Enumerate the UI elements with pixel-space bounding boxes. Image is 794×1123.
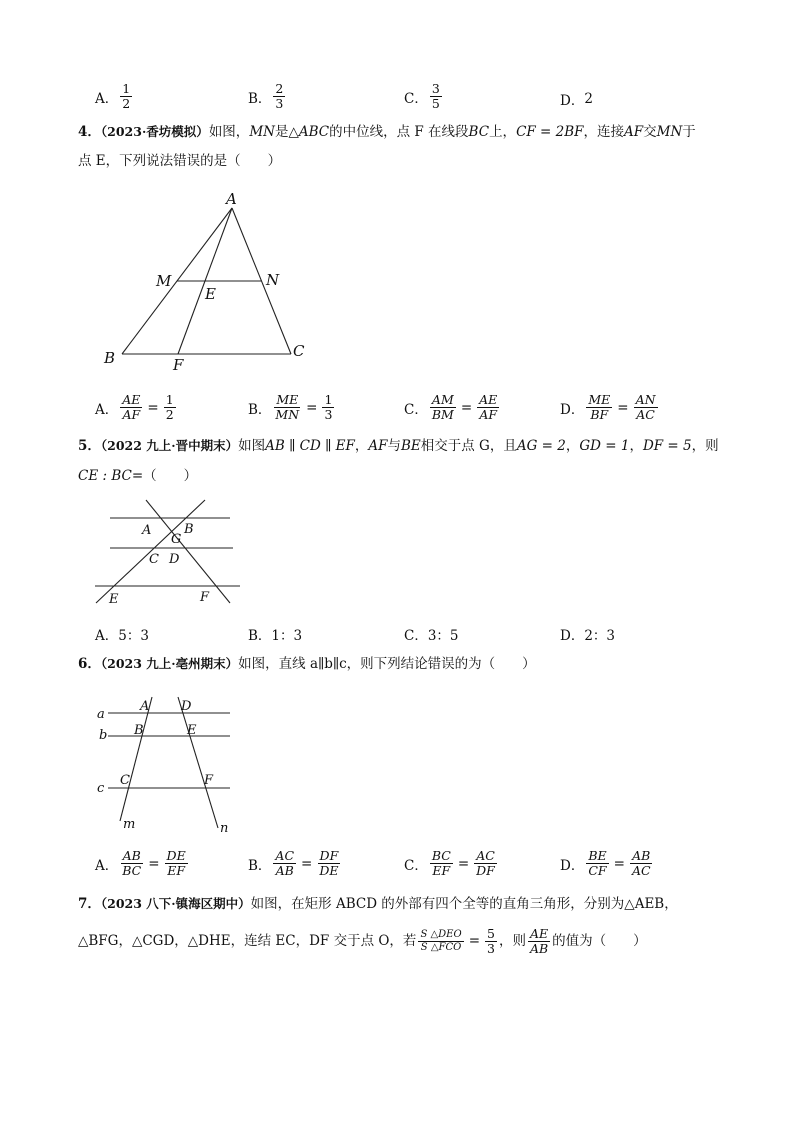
stem-text: 与 (387, 438, 401, 454)
stem-text: 的中位线，点 F 在线段 (329, 124, 469, 140)
fraction-numerator: 1 (324, 392, 333, 407)
fraction (586, 849, 608, 878)
fraction-denominator: AF (479, 407, 498, 422)
stem-text: ， (565, 438, 580, 454)
q6-figure-parallel-lines (90, 693, 240, 838)
q5-option-b (248, 624, 302, 644)
math: MN (656, 124, 683, 140)
option-text: 3：5 (427, 628, 459, 644)
fraction-denominator: 3 (275, 96, 284, 111)
q4-stem-line2: 点 E，下列说法错误的是（ ） (78, 153, 282, 169)
math: △ABC (288, 124, 330, 140)
label-b-line: b (99, 728, 108, 743)
q3-option-a (95, 82, 134, 111)
fraction-numerator: BC (431, 848, 451, 863)
fraction-numerator: AM (431, 392, 454, 407)
label-m: m (123, 817, 136, 832)
fraction-denominator: 2 (122, 96, 131, 111)
question-number: 7． (78, 896, 101, 912)
fraction (430, 393, 456, 422)
q3-option-d (560, 89, 593, 109)
label-c: C (149, 552, 159, 567)
fraction-denominator: BC (122, 863, 142, 878)
option-label: B． (248, 628, 272, 644)
fraction-denominator: BM (431, 407, 454, 422)
math: CF = 2BF (516, 124, 584, 140)
q6-stem-line1 (78, 654, 536, 674)
fraction-numerator: S △DEO (420, 928, 462, 940)
q7-stem-line1 (78, 894, 678, 914)
math: AG = 2 (516, 438, 566, 454)
option-label: A． (95, 628, 119, 644)
q5-option-c (404, 624, 459, 644)
fraction-numerator: 3 (431, 81, 440, 96)
fraction-numerator: AB (122, 848, 141, 863)
fraction-denominator: EF (167, 863, 186, 878)
label-b: B (134, 723, 144, 738)
q3-option-c (404, 82, 444, 111)
fraction (430, 849, 453, 878)
label-f: F (204, 773, 214, 788)
fraction-denominator: AB (275, 863, 294, 878)
fraction-numerator: 5 (487, 925, 495, 941)
stem-text: 如图， (208, 124, 250, 140)
fraction (273, 849, 296, 878)
label-e: E (187, 723, 197, 738)
label-g: G (171, 532, 182, 547)
question-source: （2023 九上·亳州期末） (100, 656, 239, 671)
option-label: D． (560, 857, 585, 874)
option-text: 2 (584, 91, 593, 107)
stem-text: 如图，直线 a∥b∥c，则下列结论错误的为（ ） (238, 656, 536, 672)
fraction-denominator: BF (590, 407, 609, 422)
fraction (273, 393, 301, 422)
q5-option-a (95, 624, 149, 644)
fraction-denominator: S △FCO (420, 941, 462, 953)
fraction-denominator: DF (476, 863, 495, 878)
fraction (474, 849, 497, 878)
q5-stem-line2 (78, 466, 197, 486)
fraction (317, 849, 340, 878)
fraction-numerator: ME (276, 392, 299, 407)
fraction-numerator: 2 (275, 81, 284, 96)
fraction (120, 849, 143, 878)
option-label: A． (95, 90, 119, 107)
label-f: F (173, 356, 184, 374)
fraction-denominator: MN (275, 407, 300, 422)
q6-option-b: B． $\frac{AC}{AB}$ = $\frac{DF}{DE}$ (248, 848, 339, 878)
fraction-denominator: AF (122, 407, 141, 422)
math: DF = 5 (642, 438, 692, 454)
option-text: 5：3 (118, 628, 149, 644)
label-d: D (181, 699, 192, 714)
q6-option-a: A． $\frac{AB}{BC}$ = $\frac{DE}{EF}$ (95, 848, 186, 878)
option-label: C． (404, 90, 428, 107)
stem-text: ，连接 (583, 124, 625, 140)
label-c-line: c (97, 781, 105, 796)
fraction-denominator: AB (529, 940, 549, 956)
label-c: C (120, 773, 130, 788)
math: CE : BC (78, 468, 132, 484)
fraction-denominator: 2 (165, 407, 174, 422)
q3-option-b (248, 82, 287, 111)
q6-option-d: D． $\frac{BE}{CF}$ = $\frac{AB}{AC}$ (560, 848, 651, 878)
math: AB ∥ CD ∥ EF (265, 438, 355, 454)
math: MN (249, 124, 275, 140)
label-n: n (220, 821, 229, 836)
label-b: B (184, 522, 194, 537)
option-label: B． (248, 401, 272, 418)
label-e: E (205, 285, 216, 303)
stem-text: 于 (682, 124, 696, 140)
fraction-numerator: AB (632, 848, 651, 863)
fraction-denominator: AC (631, 863, 651, 878)
question-number: 6． (78, 656, 101, 672)
stem-text: ，则 (691, 438, 719, 454)
fraction-numerator: AE (122, 392, 141, 407)
label-a: A (226, 190, 237, 208)
stem-text: 如图 (238, 438, 266, 454)
math: AF (624, 124, 644, 140)
q5-stem-line1 (78, 436, 719, 456)
option-text: 2：3 (584, 628, 616, 644)
option-label: D． (560, 93, 585, 109)
option-label: B． (248, 857, 272, 874)
fraction-numerator: AE (479, 392, 498, 407)
option-label: A． (95, 857, 119, 874)
fraction-numerator: AC (476, 848, 495, 863)
fraction (165, 849, 188, 878)
q6-option-c: C． $\frac{BC}{EF}$ = $\frac{AC}{DF}$ (404, 848, 495, 878)
fraction (164, 393, 176, 422)
fraction-denominator: CF (588, 863, 607, 878)
q4-option-b: B． $\frac{ME}{MN}$ = $\frac{1}{3}$ (248, 392, 333, 422)
label-d: D (169, 552, 180, 567)
option-label: A． (95, 401, 119, 418)
math: BE (400, 438, 421, 454)
stem-text: △BFG，△CGD，△DHE，连结 EC，DF 交于点 O，若 (78, 933, 417, 949)
fraction-denominator: 3 (487, 940, 495, 956)
option-text: 1：3 (271, 628, 303, 644)
equals-sign: = (468, 933, 480, 949)
q5-figure-parallel-lines (90, 495, 250, 610)
fraction (322, 393, 334, 422)
label-f: F (200, 590, 210, 605)
q4-option-d: D． $\frac{ME}{BF}$ = $\frac{AN}{AC}$ (560, 392, 656, 422)
fraction (430, 82, 442, 111)
stem-text: 相交于点 G，且 (420, 438, 517, 454)
option-label: D． (560, 628, 585, 644)
fraction-denominator: EF (432, 863, 451, 878)
stem-text: 是 (274, 124, 289, 140)
fraction (273, 82, 285, 111)
math: GD = 1 (579, 438, 630, 454)
fraction-denominator: AC (636, 407, 655, 422)
stem-text: ，则 (498, 933, 526, 949)
q4-stem-line1 (78, 122, 696, 142)
fraction-denominator: 5 (431, 96, 440, 111)
fraction-numerator: ME (588, 392, 611, 407)
option-label: C． (404, 857, 428, 874)
fraction-denominator: 3 (324, 407, 333, 422)
stem-text: ， (354, 438, 369, 454)
fraction-numerator: AC (275, 848, 295, 863)
option-label: B． (248, 90, 272, 107)
q7-stem-line2 (78, 924, 647, 958)
stem-text: 上， (489, 124, 517, 140)
option-label: D． (560, 401, 585, 418)
label-n: N (266, 271, 280, 289)
line-n (178, 697, 218, 828)
question-source: （2023·香坊模拟） (100, 124, 209, 139)
fraction-numerator: DF (319, 848, 339, 863)
fraction-denominator: DE (319, 863, 339, 878)
question-source: （2022 九上·晋中期末） (100, 438, 239, 453)
label-e: E (109, 592, 119, 607)
stem-text: ， (629, 438, 643, 454)
question-number: 4． (78, 124, 101, 140)
fraction (120, 82, 132, 111)
stem-text: =（ ） (131, 468, 198, 484)
option-label: C． (404, 401, 428, 418)
fraction-numerator: BE (588, 848, 607, 863)
q4-figure-triangle (90, 190, 330, 375)
fraction (485, 927, 497, 956)
fraction-numerator: AN (635, 392, 656, 407)
question-source: （2023 八下·镇海区期中） (100, 896, 251, 911)
q5-option-d (560, 624, 615, 644)
fraction (630, 849, 653, 878)
fraction-numerator: AE (529, 925, 549, 941)
fraction (634, 393, 658, 422)
stem-text: 如图，在矩形 ABCD 的外部有四个全等的直角三角形，分别为△AEB， (250, 896, 678, 912)
fraction-numerator: 1 (165, 392, 174, 407)
q4-option-c: C． $\frac{AM}{BM}$ = $\frac{AE}{AF}$ (404, 392, 498, 422)
label-b: B (104, 349, 116, 367)
stem-text: 交 (643, 124, 657, 140)
fraction (418, 929, 463, 954)
label-a-line: a (97, 707, 105, 722)
question-number: 5． (78, 438, 101, 454)
stem-text: 的值为（ ） (552, 933, 647, 949)
fraction (120, 393, 142, 422)
q4-option-a: A． $\frac{AE}{AF}$ = $\frac{1}{2}$ (95, 392, 174, 422)
fraction-numerator: DE (166, 848, 186, 863)
math: BC (468, 124, 490, 140)
label-c: C (293, 342, 305, 360)
option-label: C． (404, 628, 428, 644)
fraction (586, 393, 612, 422)
label-m: M (156, 272, 172, 290)
line-m (120, 697, 152, 821)
fraction (528, 927, 550, 956)
math: AF (368, 438, 388, 454)
fraction-numerator: 1 (122, 81, 131, 96)
label-a: A (140, 699, 150, 714)
fraction (477, 393, 499, 422)
label-a: A (142, 523, 152, 538)
